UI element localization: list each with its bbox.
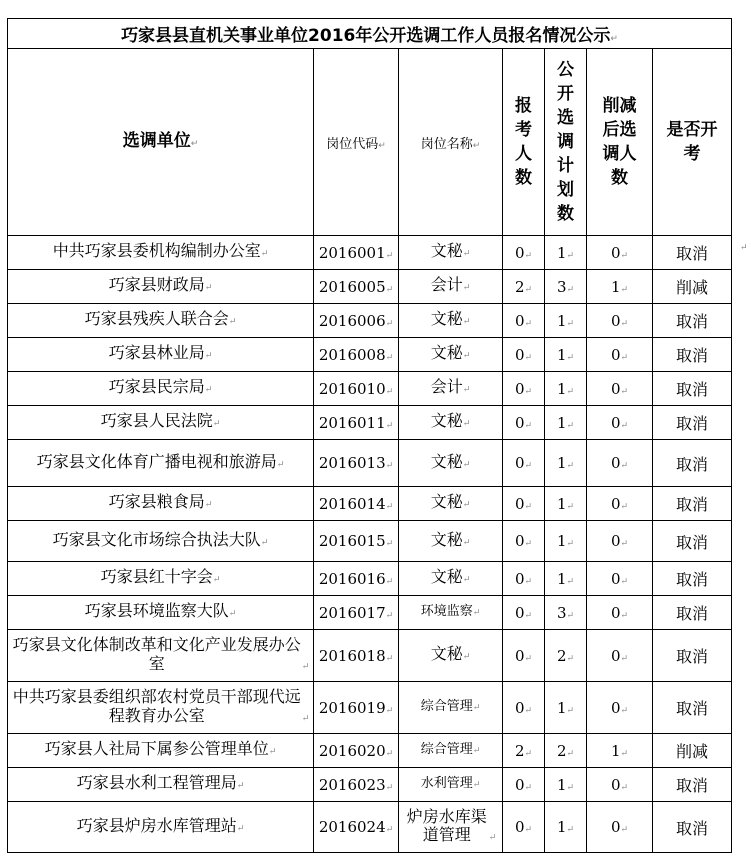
cell-open: 取消: [653, 521, 732, 562]
cell-post-name: 文秘↵: [399, 236, 503, 270]
row-end-mark: ↵: [740, 243, 748, 253]
cell-plan: 1↵: [545, 802, 587, 853]
cell-post-name: 文秘↵: [399, 304, 503, 338]
header-applicants: 报考人数: [503, 49, 545, 236]
cell-unit: 巧家县人民法院↵: [8, 406, 314, 440]
cell-reduced: 0↵: [587, 562, 653, 596]
cell-unit: 巧家县水利工程管理局↵: [8, 768, 314, 802]
cell-post-name: 文秘↵: [399, 487, 503, 521]
cell-open: 取消: [653, 406, 732, 440]
cell-unit: 巧家县人社局下属参公管理单位↵: [8, 734, 314, 768]
cell-reduced: 0↵: [587, 440, 653, 487]
cell-applicants: 0↵: [503, 521, 545, 562]
cell-reduced: 1↵: [587, 270, 653, 304]
table-row: [8, 487, 732, 521]
cell-post-name: 文秘↵: [399, 440, 503, 487]
cell-code: 2016017↵: [314, 596, 399, 630]
header-unit: 选调单位↵: [8, 49, 314, 236]
cell-post-name: 综合管理↵: [399, 682, 503, 734]
table-row: [8, 440, 732, 487]
cell-open: 取消: [653, 338, 732, 372]
cell-unit: 巧家县林业局↵: [8, 338, 314, 372]
cell-open: 取消: [653, 802, 732, 853]
cell-unit: 巧家县环境监察大队↵: [8, 596, 314, 630]
cell-plan: 1↵: [545, 372, 587, 406]
table-row: [8, 372, 732, 406]
table-row: [8, 802, 732, 853]
cell-reduced: 0↵: [587, 304, 653, 338]
cell-code: 2016006↵: [314, 304, 399, 338]
cell-unit: 巧家县文化体制改革和文化产业发展办公室 ↵: [8, 630, 314, 682]
cell-plan: 1↵: [545, 440, 587, 487]
cell-code: 2016014↵: [314, 487, 399, 521]
cell-open: 取消: [653, 630, 732, 682]
cell-applicants: 0↵: [503, 596, 545, 630]
cell-post-name: 文秘↵: [399, 406, 503, 440]
cell-unit: 巧家县红十字会↵: [8, 562, 314, 596]
cell-reduced: 0↵: [587, 236, 653, 270]
cell-code: 2016001↵: [314, 236, 399, 270]
cell-open: 削减: [653, 270, 732, 304]
cell-reduced: 0↵: [587, 682, 653, 734]
cell-plan: 2↵: [545, 734, 587, 768]
table-row: [8, 596, 732, 630]
cell-unit: 中共巧家县委组织部农村党员干部现代远程教育办公室 ↵: [8, 682, 314, 734]
cell-unit: 巧家县文化市场综合执法大队↵: [8, 521, 314, 562]
table-row: [8, 682, 732, 734]
cell-post-name: 会计↵: [399, 372, 503, 406]
cell-plan: 1↵: [545, 406, 587, 440]
cell-open: 取消: [653, 596, 732, 630]
cell-reduced: 0↵: [587, 338, 653, 372]
cell-applicants: 2↵: [503, 270, 545, 304]
cell-unit: 巧家县炉房水库管理站↵: [8, 802, 314, 853]
cell-plan: 3↵: [545, 596, 587, 630]
cell-open: 取消: [653, 562, 732, 596]
cell-open: 取消: [653, 236, 732, 270]
cell-applicants: 0↵: [503, 406, 545, 440]
table-row: [8, 630, 732, 682]
cell-plan: 1↵: [545, 338, 587, 372]
cell-code: 2016008↵: [314, 338, 399, 372]
cell-applicants: 0↵: [503, 487, 545, 521]
cell-unit: 巧家县文化体育广播电视和旅游局↵: [8, 440, 314, 487]
cell-reduced: 1↵: [587, 734, 653, 768]
cell-applicants: 0↵: [503, 802, 545, 853]
cell-plan: 1↵: [545, 487, 587, 521]
cell-post-name: 文秘↵: [399, 521, 503, 562]
cell-plan: 1↵: [545, 768, 587, 802]
cell-plan: 1↵: [545, 562, 587, 596]
cell-plan: 1↵: [545, 521, 587, 562]
table-row: [8, 768, 732, 802]
table-row: [8, 304, 732, 338]
cell-code: 2016013↵: [314, 440, 399, 487]
cell-plan: 1↵: [545, 236, 587, 270]
cell-unit: 中共巧家县委机构编制办公室↵: [8, 236, 314, 270]
cell-code: 2016024↵: [314, 802, 399, 853]
cell-open: 取消: [653, 372, 732, 406]
cell-plan: 1↵: [545, 304, 587, 338]
header-plan: 公开选调计划数: [545, 49, 587, 236]
table-row: [8, 270, 732, 304]
cell-code: 2016023↵: [314, 768, 399, 802]
cell-reduced: 0↵: [587, 768, 653, 802]
cell-applicants: 0↵: [503, 682, 545, 734]
cell-applicants: 0↵: [503, 630, 545, 682]
cell-applicants: 0↵: [503, 372, 545, 406]
cell-post-name: 炉房水库渠道管理 ↵: [399, 802, 503, 853]
cell-applicants: 0↵: [503, 440, 545, 487]
cell-applicants: 0↵: [503, 562, 545, 596]
table-row: [8, 521, 732, 562]
cell-plan: 2↵: [545, 630, 587, 682]
page-title: 巧家县县直机关事业单位2016年公开选调工作人员报名情况公示↵: [8, 19, 732, 49]
cell-unit: 巧家县粮食局↵: [8, 487, 314, 521]
table-row: [8, 236, 732, 270]
cell-open: 取消: [653, 440, 732, 487]
cell-open: 取消: [653, 304, 732, 338]
cell-code: 2016016↵: [314, 562, 399, 596]
cell-code: 2016018↵: [314, 630, 399, 682]
header-code: 岗位代码↵: [314, 49, 399, 236]
cell-code: 2016010↵: [314, 372, 399, 406]
cell-code: 2016015↵: [314, 521, 399, 562]
header-reduced: 削减后选调人数: [587, 49, 653, 236]
cell-applicants: 2↵: [503, 734, 545, 768]
cell-post-name: 文秘↵: [399, 562, 503, 596]
cell-open: 削减: [653, 734, 732, 768]
table-row: [8, 338, 732, 372]
table-row: [8, 406, 732, 440]
cell-applicants: 0↵: [503, 304, 545, 338]
recruitment-table: [7, 18, 732, 853]
cell-reduced: 0↵: [587, 406, 653, 440]
cell-reduced: 0↵: [587, 487, 653, 521]
cell-plan: 1↵: [545, 682, 587, 734]
table-row: [8, 734, 732, 768]
cell-post-name: 文秘↵: [399, 630, 503, 682]
cell-applicants: 0↵: [503, 236, 545, 270]
table-row: [8, 562, 732, 596]
cell-reduced: 0↵: [587, 596, 653, 630]
cell-plan: 3↵: [545, 270, 587, 304]
cell-reduced: 0↵: [587, 802, 653, 853]
cell-unit: 巧家县民宗局↵: [8, 372, 314, 406]
header-open: 是否开考: [653, 49, 732, 236]
header-post-name: 岗位名称↵: [399, 49, 503, 236]
cell-post-name: 环境监察↵: [399, 596, 503, 630]
cell-applicants: 0↵: [503, 768, 545, 802]
cell-unit: 巧家县残疾人联合会↵: [8, 304, 314, 338]
cell-code: 2016019↵: [314, 682, 399, 734]
cell-reduced: 0↵: [587, 372, 653, 406]
cell-post-name: 水利管理↵: [399, 768, 503, 802]
cell-open: 取消: [653, 487, 732, 521]
cell-reduced: 0↵: [587, 521, 653, 562]
cell-post-name: 综合管理↵: [399, 734, 503, 768]
cell-open: 取消: [653, 768, 732, 802]
cell-post-name: 会计↵: [399, 270, 503, 304]
cell-applicants: 0↵: [503, 338, 545, 372]
cell-open: 取消: [653, 682, 732, 734]
cell-code: 2016005↵: [314, 270, 399, 304]
cell-unit: 巧家县财政局↵: [8, 270, 314, 304]
cell-post-name: 文秘↵: [399, 338, 503, 372]
cell-reduced: 0↵: [587, 630, 653, 682]
cell-code: 2016020↵: [314, 734, 399, 768]
cell-code: 2016011↵: [314, 406, 399, 440]
